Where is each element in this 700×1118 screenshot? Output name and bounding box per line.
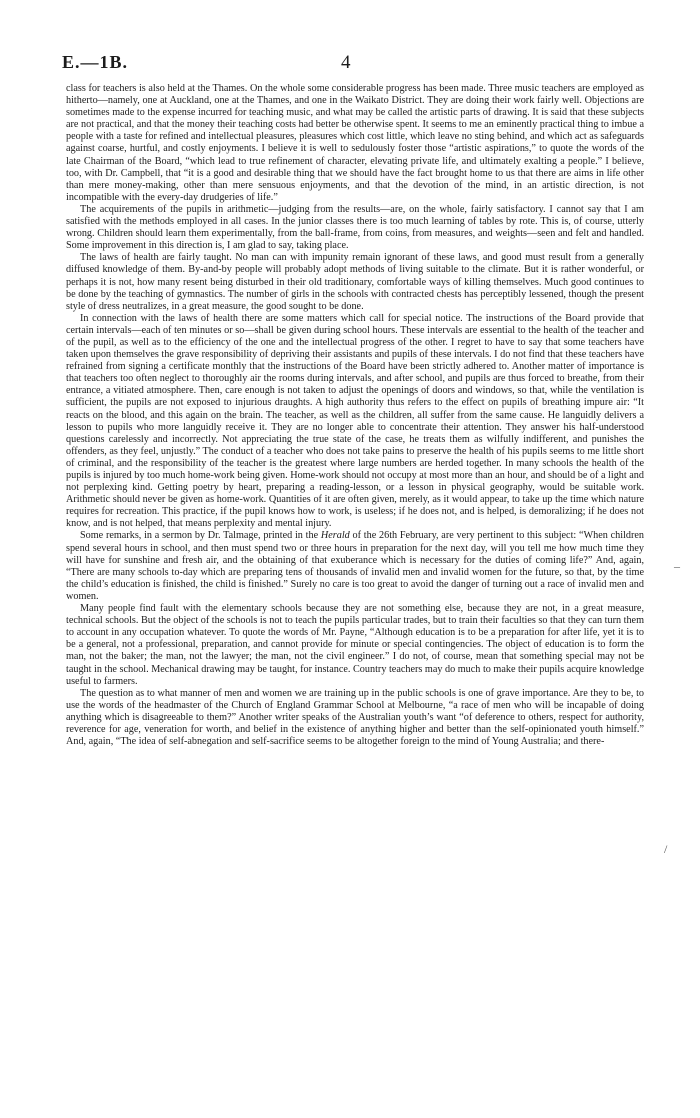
paragraph-young-australia: The question as to what manner of men and women we are training up in the public schools is one of grave importance. Are they to be, to use the words of the headmaster of the Church of England Grammar School at Melbourne, “a race of men who will be incapable of doing anything which is disagreeable to them?” Another writer speaks of the Australian youth’s want “of deference to others, respect for authority, reverence for age, veneration for worth, and belief in the existence of anything higher and better than the self-opinionated youth himself.” And, again, “The idea of self-abnegation and self-sacrifice seems to be altogether foreign to the mind of Young Australia; and there-: [66, 687, 644, 748]
page-number: 4: [341, 52, 351, 73]
report-body: [66, 83, 644, 748]
document-reference: E.—1B.: [62, 52, 129, 72]
paragraph-technical-schools: Many people find fault with the elementary schools because they are not something else, because they are not, in a great measure, technical schools. But the object of the schools is not to teach the pupils particular trades, but to train their faculties so that they can turn them to account in any occupation whatever. To quote the words of Mr. Payne, “Although education is to be a preparation for after life, yet it is to be a general, not a professional, preparation, and cannot provide for minute or special contingencies. The object of education is to form the man, not the baker; the man, not the lawyer; the man, not the civil engineer.” I do not, of course, mean that something special may not be taught in the school. Mechanical drawing may be taught, for instance. Country teachers may do much to make their pupils acquire knowledge useful to farmers.: [66, 603, 644, 687]
margin-slash-mark: /: [664, 842, 668, 856]
newspaper-title: Herald: [320, 530, 350, 542]
paragraph-talmage-sermon: Some remarks, in a sermon by Dr. Talmage, printed in the Herald of the 26th February, are very pertinent to this subject: “When children spend several hours in school, and then must spend two or three hours in preparation for the next day, will you tell me how much time they will have for sunshine and fresh air, and the obtaining of that exuberance which is necessary for the duties of coming life?” And, again, “There are many schools to-day which are preparing tens of thousands of invalid men and invalid women for the future, so that, by the time the child’s education is finished, the child is finished.” Surely no care is too great to avoid the danger of turning out a race of invalid men and women.: [66, 530, 644, 602]
page-header: [62, 52, 638, 76]
paragraph-intervals-and-ventilation: In connection with the laws of health there are some matters which call for special notice. The instructions of the Board provide that certain intervals—each of ten minutes or so—shall be given during school hours. These intervals are essential to the health of the teacher and of the pupil, as well as to the efficiency of the one and the intellectual progress of the other. I regret to have to say that some teachers have taken upon themselves the grave responsibility of depriving their assistants and pupils of these intervals. I do not find that these teachers have refrained from signing a certificate monthly that the instructions of the Board have been strictly adhered to. Another matter of importance is that teachers too often neglect to thoroughly air the rooms during intervals, and after school, and pupils are thus forced to breathe, from their entrance, a vitiated atmosphere. Then, care enough is not taken to adjust the openings of doors and windows, so that, while the ventilation is sufficient, the pupils are not exposed to injurious draughts. A high authority thus refers to the effect on pupils of breathing impure air: “It reacts on the blood, and this again on the brain. The teacher, as well as the children, all suffer from the same cause. He languidly delivers a lesson to pupils who more languidly receive it. They are no longer able to concentrate their attention. They answer his half-understood questions carelessly and incorrectly. Not appreciating the true state of the case, he treats them as wilfully indifferent, and punishes the offenders, as they feel, unjustly.” The conduct of a teacher who does not take pains to preserve the health of his pupils seems to me little short of criminal, and the responsibility of the teacher is the greatest where large numbers are herded together. In many schools the health of the pupils is injured by too much home-work being given. Home-work should not occupy at most more than an hour, and should be of a light and not perplexing kind. Getting poetry by heart, preparing a reading-lesson, or a lesson in physical geography, would be suitable work. Arithmetic should never be given as home-work. Quantities of it are often given, merely, as it would appear, to take up the time which nature requires for recreation. This practice, if the pupil knows how to work, is useless; if he does not, and is helped, is demoralizing; if he does not know, and is not helped, that means perplexity and mental injury.: [66, 312, 644, 530]
paragraph-laws-of-health: The laws of health are fairly taught. No man can with impunity remain ignorant of these laws, and good must result from a generally diffused knowledge of them. By-and-by people will probably adopt methods of living suitable to the climate. But it is rather wonderful, or perhaps it is not, how many resent being disturbed in their old traditionary, comfortable ways of killing themselves. Much good continues to be done by the teaching of gymnastics. The number of girls in the schools with contracted chests has perceptibly lessened, though the present style of dress neutralizes, in a great measure, the good sought to be done.: [66, 252, 644, 312]
paragraph-arithmetic: The acquirements of the pupils in arithmetic—judging from the results—are, on the whole, fairly satisfactory. I cannot say that I am satisfied with the methods employed in all cases. In the junior classes there is too much learning of tables by rote. This is, of course, utterly wrong. Children should learn them experimentally, from the ball-frame, from coins, from measures, and weights—seen and felt and handled. Some improvement in this direction is, I am glad to say, taking place.: [66, 203, 644, 252]
margin-dash-mark: –: [674, 559, 680, 573]
paragraph-music-and-drawing: class for teachers is also held at the Thames. On the whole some considerable progress has been made. Three music teachers are employed as hitherto—namely, one at Auckland, one at the Thames, and one in the Waikato District. They are doing their work fairly well. Objections are sometimes made to the expense incurred for teaching music, and what may be called the artistic parts of drawing. It is said that these subjects are not practical, and that the money their teaching costs had better be otherwise spent. It seems to me an eminently practical thing to imbue a people with a taste for refined and intellectual pleasures, pleasures which cost little, which leave no sting behind, and which act as safeguards against coarse, hurtful, and costly enjoyments. I believe it is well to sedulously foster those “artistic aspirations,” to quote the words of the late Chairman of the Board, “which lead to true refinement of character, elevating private life, and ultimately exalting a people.” I believe, too, with Dr. Campbell, that “it is a good and desirable thing that we should have the fact brought home to us that there are aims in life other than mere money-making, other than mere sensuous enjoyments, and that the devotion of the mind, in an artistic direction, is not incompatible with the every-day drudgeries of life.”: [66, 83, 644, 203]
